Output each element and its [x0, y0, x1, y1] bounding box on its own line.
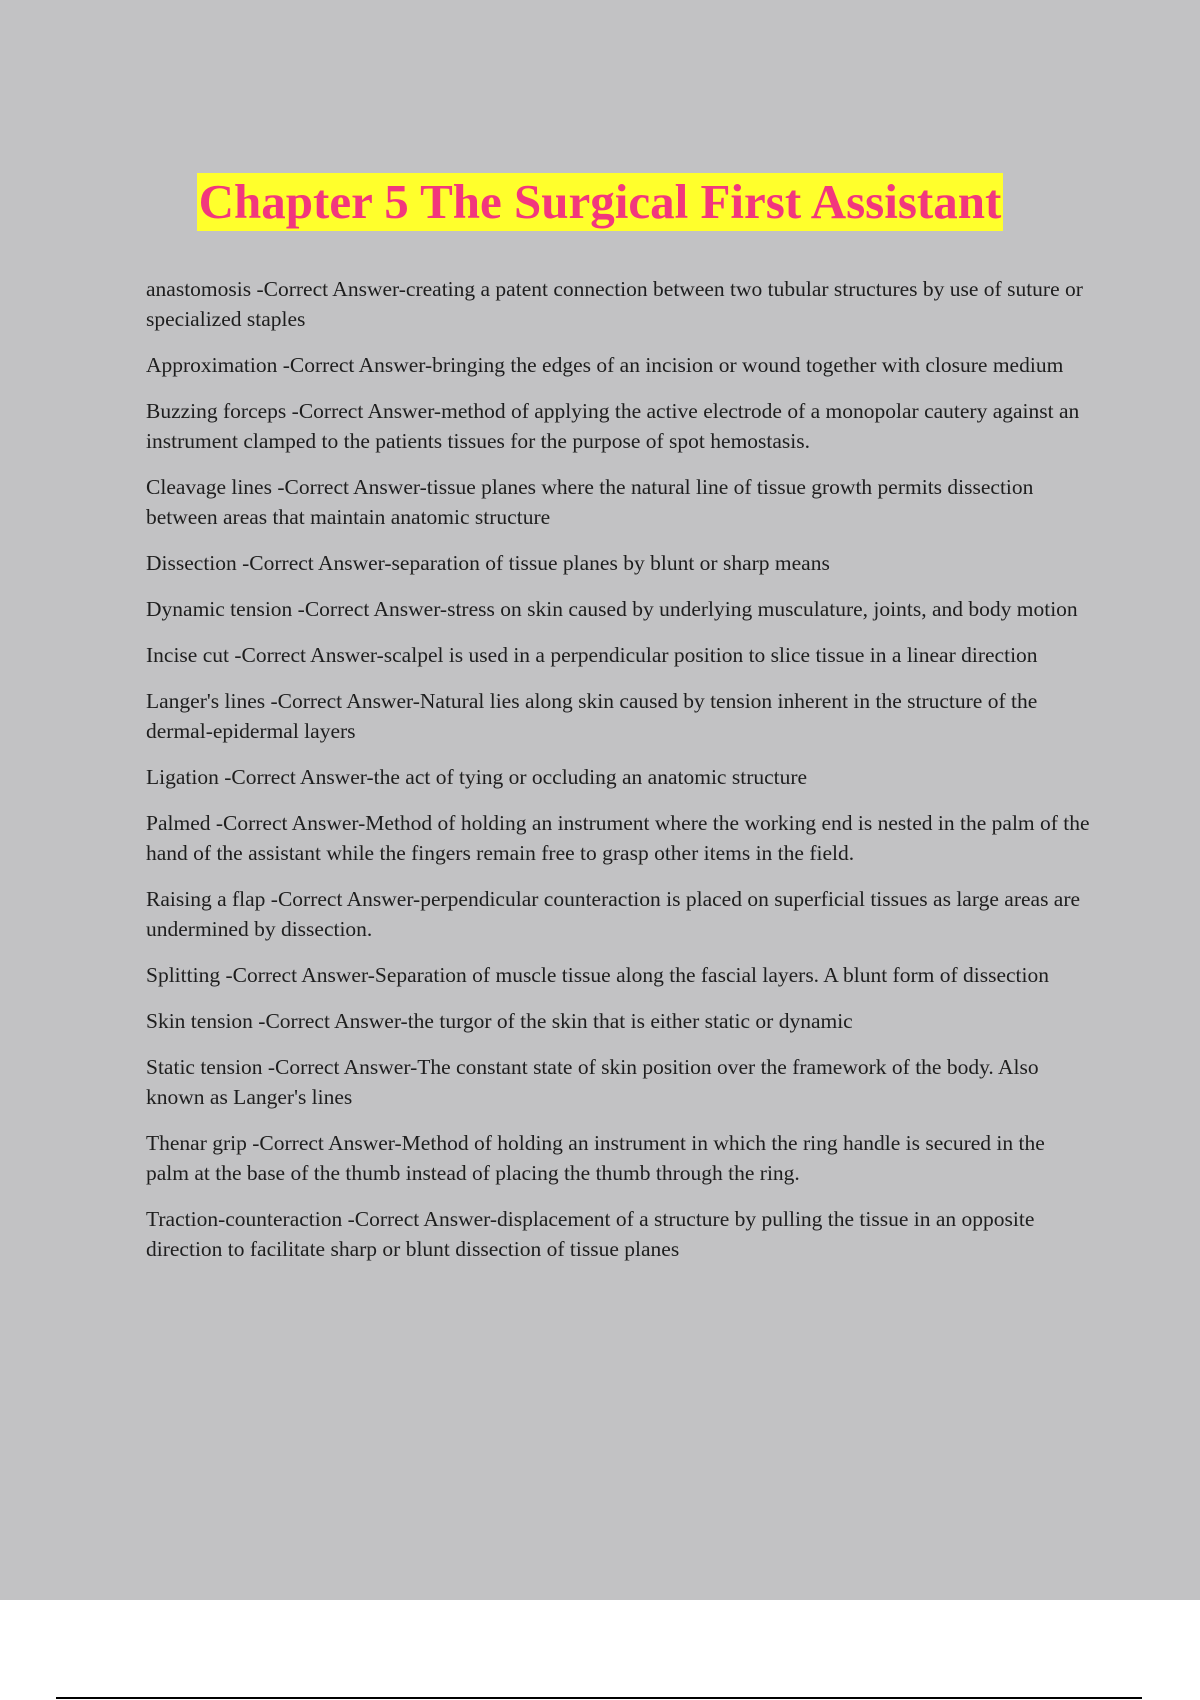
glossary-entry-dynamic-tension: Dynamic tension -Correct Answer-stress on skin caused by underlying musculature, joints, and body motion	[146, 597, 1078, 621]
glossary-entry-skin-tension: Skin tension -Correct Answer-the turgor of the skin that is either static or dynamic	[146, 1009, 853, 1033]
page-title: Chapter 5 The Surgical First Assistant	[198, 174, 1002, 229]
glossary-entry-anastomosis: anastomosis -Correct Answer-creating a patent connection between two tubular structures by use of suture or specialized staples	[146, 277, 1083, 331]
glossary-entry-thenar-grip: Thenar grip -Correct Answer-Method of holding an instrument in which the ring handle is secured in the palm at the base of the thumb instead of placing the thumb through the ring.	[146, 1131, 1045, 1185]
glossary-list	[146, 274, 1091, 1280]
glossary-entry-ligation: Ligation -Correct Answer-the act of tying or occluding an anatomic structure	[146, 765, 808, 789]
glossary-entry-traction-counteraction: Traction-counteraction -Correct Answer-displacement of a structure by pulling the tissue in an opposite direction to facilitate sharp or blunt dissection of tissue planes	[146, 1207, 1035, 1261]
glossary-entry-langers-lines: Langer's lines -Correct Answer-Natural lies along skin caused by tension inherent in the structure of the dermal-epidermal layers	[146, 689, 1038, 743]
glossary-entry-incise-cut: Incise cut -Correct Answer-scalpel is used in a perpendicular position to slice tissue in a linear direction	[146, 643, 1038, 667]
glossary-entry-approximation: Approximation -Correct Answer-bringing the edges of an incision or wound together with closure medium	[146, 353, 1064, 377]
title-container	[0, 173, 1200, 231]
glossary-entry-palmed: Palmed -Correct Answer-Method of holding an instrument where the working end is nested in the palm of the hand of the assistant while the fingers remain free to grasp other items in the field.	[146, 811, 1090, 865]
glossary-entry-raising-a-flap: Raising a flap -Correct Answer-perpendicular counteraction is placed on superficial tissues as large areas are undermined by dissection.	[146, 887, 1081, 941]
glossary-entry-static-tension: Static tension -Correct Answer-The constant state of skin position over the framework of the body. Also known as Langer's lines	[146, 1055, 1039, 1109]
footer-divider	[56, 1697, 1142, 1699]
glossary-entry-buzzing-forceps: Buzzing forceps -Correct Answer-method of applying the active electrode of a monopolar cautery against an instrument clamped to the patients tissues for the purpose of spot hemostasis.	[146, 399, 1080, 453]
glossary-entry-cleavage-lines: Cleavage lines -Correct Answer-tissue planes where the natural line of tissue growth permits dissection between areas that maintain anatomic structure	[146, 475, 1034, 529]
glossary-entry-dissection: Dissection -Correct Answer-separation of tissue planes by blunt or sharp means	[146, 551, 830, 575]
glossary-entry-splitting: Splitting -Correct Answer-Separation of muscle tissue along the fascial layers. A blunt form of dissection	[146, 963, 1049, 987]
